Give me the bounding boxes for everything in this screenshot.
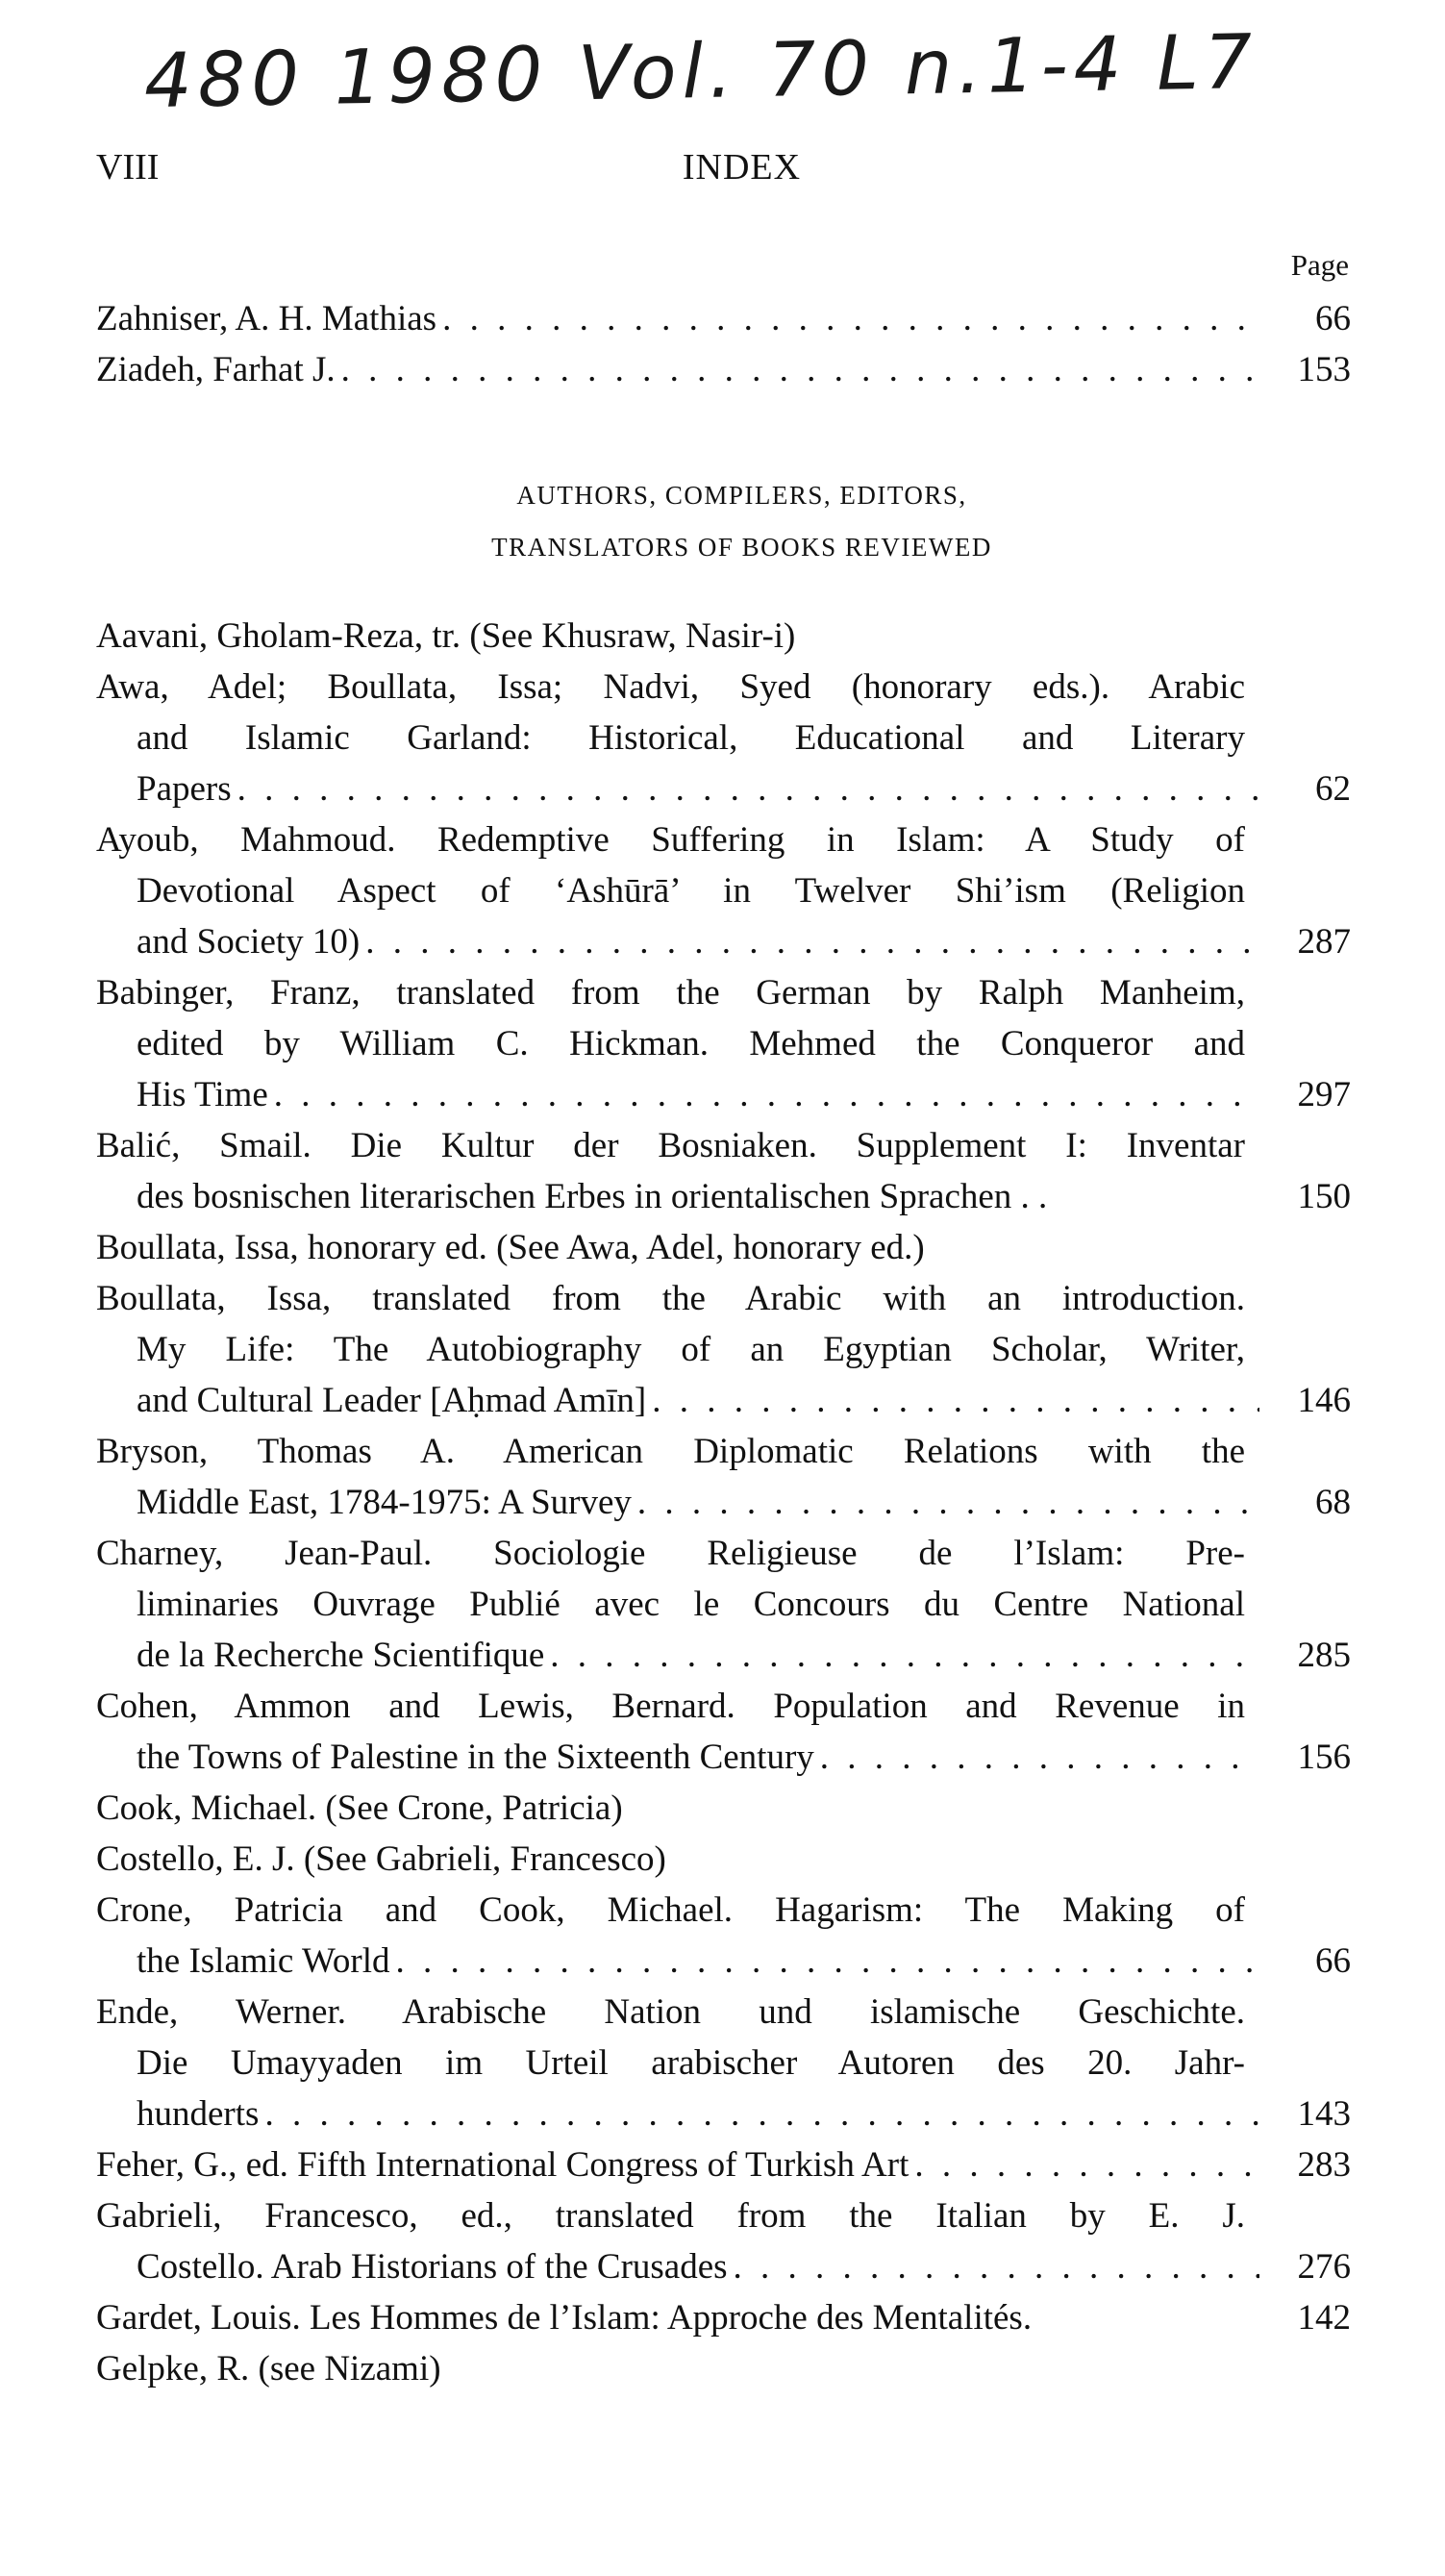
entry-line [96,1732,1351,1783]
entry-text: edited by William C. Hickman. Mehmed the Conqueror and [137,1024,1245,1063]
entry-page: 276 [1297,2247,1351,2287]
top-index-list [96,293,1351,395]
entry-text: Charney, Jean-Paul. Sociologie Religieuse de l’Islam: Pre- [96,1534,1245,1573]
entry-text: Costello, E. J. (See Gabrieli, Francesco) [96,1839,666,1879]
entry-text: Aavani, Gholam-Reza, tr. (See Khusraw, Nasir-i) [96,616,796,656]
entry-text: Boullata, Issa, honorary ed. (See Awa, Adel, honorary ed.) [96,1228,925,1267]
entry-text: Bryson, Thomas A. American Diplomatic Relations with the [96,1432,1245,1471]
index-entry [96,1834,1351,1885]
entry-line [96,1579,1351,1630]
entry-text: Ziadeh, Farhat J. [96,350,336,389]
index-entry [96,1681,1351,1783]
section-heading-line: TRANSLATORS OF BOOKS REVIEWED [491,533,992,562]
index-entry [96,1222,1351,1273]
entry-text: Middle East, 1784-1975: A Survey [137,1483,632,1522]
dot-leader [360,916,1259,967]
index-entry [96,2292,1351,2343]
entry-text: Cook, Michael. (See Crone, Patricia) [96,1788,623,1828]
entry-line [96,2088,1351,2139]
entry-text: hunderts [137,2094,260,2134]
dot-leader [728,2241,1259,2292]
entry-text: Papers [137,769,232,809]
index-entry [96,1528,1351,1681]
index-entry [96,662,1351,814]
entry-line [96,814,1351,865]
entry-text: the Islamic World [137,1941,390,1981]
entry-page: 156 [1297,1738,1351,1777]
entry-page: 153 [1297,350,1351,389]
entry-text: Boullata, Issa, translated from the Arabic with an introduction. [96,1279,1245,1318]
handwritten-annotation: 480 1980 Vol. 70 n.1-4 L7 [143,18,1258,126]
entry-text: Costello. Arab Historians of the Crusades [137,2247,728,2287]
entry-page: 66 [1315,1941,1351,1981]
entry-line [96,1324,1351,1375]
entry-line [96,1069,1351,1120]
entry-text: Devotional Aspect of ‘Ashūrā’ in Twelver Shi’ism (Religion [137,871,1245,911]
entry-line [96,611,1351,662]
entry-text: Balić, Smail. Die Kultur der Bosniaken. Supplement I: Inventar [96,1126,1245,1165]
entry-line [96,1936,1351,1987]
entry-line [96,1273,1351,1324]
entry-text: Gelpke, R. (see Nizami) [96,2349,441,2388]
index-entry [96,967,1351,1120]
books-reviewed-index [96,611,1351,2394]
entry-line [96,2190,1351,2241]
index-entry [96,2139,1351,2190]
index-entry [96,2343,1351,2394]
entry-line [96,1018,1351,1069]
entry-text: My Life: The Autobiography of an Egyptian Scholar, Writer, [137,1330,1245,1369]
entry-text: liminaries Ouvrage Publié avec le Concours du Centre National [137,1585,1245,1624]
index-entry [96,2190,1351,2292]
dot-leader [544,1630,1259,1681]
entry-line [96,1120,1351,1171]
entry-line [96,713,1351,763]
entry-page: 150 [1297,1177,1351,1216]
entry-line [96,1375,1351,1426]
entry-text: Awa, Adel; Boullata, Issa; Nadvi, Syed (honorary eds.). Arabic [96,667,1245,707]
entry-page: 68 [1315,1483,1351,1522]
entry-page: 66 [1315,299,1351,338]
entry-page: 142 [1297,2298,1351,2338]
folio-number: VIII [96,147,160,188]
entry-page: 283 [1297,2145,1351,2185]
index-entry [96,1426,1351,1528]
entry-line [96,763,1351,814]
entry-line [96,1171,1351,1222]
entry-text: His Time [137,1075,268,1114]
entry-line [96,1528,1351,1579]
entry-line [96,1834,1351,1885]
entry-line [96,1681,1351,1732]
entry-line [96,2343,1351,2394]
entry-line [96,1630,1351,1681]
entry-page: 287 [1297,922,1351,962]
entry-text: de la Recherche Scientifique [137,1636,545,1675]
entry-line [96,2139,1351,2190]
entry-line [96,967,1351,1018]
index-entry [96,344,1351,395]
entry-text: and Islamic Garland: Historical, Educational and Literary [137,718,1245,758]
index-entry [96,293,1351,344]
dot-leader [390,1936,1260,1987]
entry-text: Zahniser, A. H. Mathias [96,299,437,338]
entry-text: Feher, G., ed. Fifth International Congress of Turkish Art [96,2145,909,2185]
entry-text: Ende, Werner. Arabische Nation und islamische Geschichte. [96,1992,1245,2032]
dot-leader [909,2139,1259,2190]
index-entry [96,1273,1351,1426]
index-entry [96,814,1351,967]
entry-page: 285 [1297,1636,1351,1675]
entry-line [96,2038,1351,2088]
entry-line [96,1426,1351,1477]
entry-text: Gardet, Louis. Les Hommes de l’Islam: Approche des Mentalités. [96,2298,1033,2338]
entry-line [96,2292,1351,2343]
index-entry [96,611,1351,662]
entry-line [96,1222,1351,1273]
section-heading [0,469,1445,573]
entry-page: 143 [1297,2094,1351,2134]
entry-text: Babinger, Franz, translated from the German by Ralph Manheim, [96,973,1245,1013]
dot-leader [268,1069,1259,1120]
running-head: INDEX [682,147,802,188]
index-entry [96,1987,1351,2139]
page-column-heading: Page [1290,248,1349,282]
index-entry [96,1120,1351,1222]
dot-leader [232,763,1259,814]
entry-text: and Cultural Leader [Aḥmad Amīn] [137,1381,647,1420]
entry-text: Cohen, Ammon and Lewis, Bernard. Population and Revenue in [96,1687,1245,1726]
entry-page: 297 [1297,1075,1351,1114]
dot-leader [436,293,1259,344]
entry-line [96,1783,1351,1834]
entry-line [96,1885,1351,1936]
dot-leader [632,1477,1259,1528]
dot-leader [646,1375,1259,1426]
index-entry [96,1783,1351,1834]
dot-leader [259,2088,1259,2139]
entry-line [96,1477,1351,1528]
entry-text: des bosnischen literarischen Erbes in orientalischen Sprachen . . [137,1177,1048,1216]
entry-text: and Society 10) [137,922,361,962]
entry-line [96,916,1351,967]
dot-leader [814,1732,1259,1783]
entry-line [96,865,1351,916]
entry-page: 146 [1297,1381,1351,1420]
index-entry [96,1885,1351,1987]
dot-leader [336,344,1259,395]
entry-text: Ayoub, Mahmoud. Redemptive Suffering in Islam: A Study of [96,820,1245,860]
entry-text: the Towns of Palestine in the Sixteenth Century [137,1738,814,1777]
entry-text: Gabrieli, Francesco, ed., translated from the Italian by E. J. [96,2196,1245,2236]
entry-page: 62 [1315,769,1351,809]
entry-line [96,1987,1351,2038]
section-heading-line: AUTHORS, COMPILERS, EDITORS, [516,481,967,510]
entry-line [96,2241,1351,2292]
entry-line [96,662,1351,713]
entry-text: Die Umayyaden im Urteil arabischer Autoren des 20. Jahr- [137,2043,1245,2083]
entry-text: Crone, Patricia and Cook, Michael. Hagarism: The Making of [96,1890,1245,1930]
